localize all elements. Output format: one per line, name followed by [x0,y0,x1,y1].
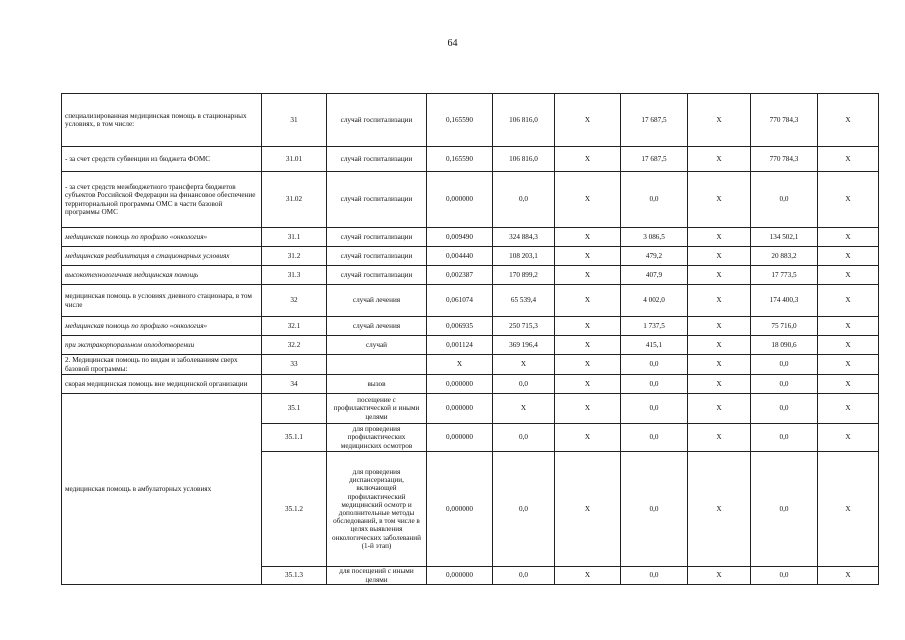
per-capita-budget: Х [555,94,621,147]
cost-oms: 0,0 [751,394,818,424]
per-capita-oms: 0,0 [621,375,688,394]
share-percent: Х [818,336,879,355]
row-code: 33 [262,355,327,375]
unit-of-measure [327,355,427,375]
unit-of-measure: случай лечения [327,317,427,336]
cost-per-unit: 0,0 [493,567,555,585]
row-code: 31.2 [262,247,327,266]
table-row [62,172,879,228]
cost-budget: Х [688,228,751,247]
cost-budget: Х [688,355,751,375]
per-capita-oms: 407,9 [621,266,688,285]
share-percent: Х [818,247,879,266]
cost-oms: 18 090,6 [751,336,818,355]
share-percent: Х [818,567,879,585]
row-description: медицинская помощь в условиях дневного стационара, в том числе [62,285,262,317]
cost-oms: 0,0 [751,172,818,228]
unit-of-measure: посещение с профилактической и иными целями [327,394,427,424]
row-code: 31.3 [262,266,327,285]
per-capita-oms: 4 002,0 [621,285,688,317]
row-code: 31.1 [262,228,327,247]
per-capita-oms: 1 737,5 [621,317,688,336]
table-row [62,375,879,394]
per-capita-budget: Х [555,317,621,336]
row-description: - за счет средств межбюджетного трансферта бюджетов субъектов Российской Федерации на финансовое обеспечение территориальной программы ОМС в части базовой программы ОМС [62,172,262,228]
volume-norm: 0,001124 [427,336,493,355]
unit-of-measure: случай госпитализации [327,247,427,266]
per-capita-budget: Х [555,394,621,424]
cost-oms: 0,0 [751,424,818,452]
page-number: 64 [447,38,458,49]
cost-oms: 0,0 [751,355,818,375]
volume-norm: 0,000000 [427,424,493,452]
volume-norm: 0,061074 [427,285,493,317]
per-capita-budget: Х [555,355,621,375]
per-capita-budget: Х [555,424,621,452]
cost-per-unit: Х [493,394,555,424]
per-capita-oms: 0,0 [621,355,688,375]
unit-of-measure: для проведения диспансеризации, включающей профилактический медицинский осмотр и дополнительные методы обследований, в том числе в целях выявления онкологических заболеваний (1-й этап) [327,452,427,567]
cost-budget: Х [688,452,751,567]
unit-of-measure: для посещений с иными целями [327,567,427,585]
volume-norm: 0,000000 [427,375,493,394]
per-capita-budget: Х [555,147,621,172]
cost-oms: 770 784,3 [751,94,818,147]
row-code: 34 [262,375,327,394]
cost-budget: Х [688,94,751,147]
row-code: 32.1 [262,317,327,336]
row-description: медицинская реабилитация в стационарных условиях [62,247,262,266]
unit-of-measure: случай [327,336,427,355]
cost-per-unit: 0,0 [493,452,555,567]
cost-per-unit: 106 816,0 [493,94,555,147]
cost-per-unit: 65 539,4 [493,285,555,317]
table-row [62,285,879,317]
row-code: 32 [262,285,327,317]
share-percent: Х [818,172,879,228]
row-description: при экстракорпоральном оплодотворении [62,336,262,355]
volume-norm: 0,000000 [427,567,493,585]
per-capita-oms: 0,0 [621,567,688,585]
cost-budget: Х [688,147,751,172]
row-description: скорая медицинская помощь вне медицинской организации [62,375,262,394]
unit-of-measure: случай лечения [327,285,427,317]
share-percent: Х [818,228,879,247]
unit-of-measure: для проведения профилактических медицинских осмотров [327,424,427,452]
table-row [62,228,879,247]
row-description: специализированная медицинская помощь в стационарных условиях, в том числе: [62,94,262,147]
per-capita-oms: 479,2 [621,247,688,266]
volume-norm: 0,000000 [427,452,493,567]
table-row [62,317,879,336]
cost-per-unit: 108 203,1 [493,247,555,266]
volume-norm: 0,000000 [427,172,493,228]
row-code: 31 [262,94,327,147]
norms-table [61,93,879,585]
row-code: 35.1.1 [262,424,327,452]
cost-oms: 17 773,5 [751,266,818,285]
share-percent: Х [818,424,879,452]
unit-of-measure: случай госпитализации [327,172,427,228]
row-code: 35.1 [262,394,327,424]
cost-per-unit: 0,0 [493,424,555,452]
cost-budget: Х [688,375,751,394]
row-code: 32.2 [262,336,327,355]
cost-budget: Х [688,247,751,266]
table-row [62,147,879,172]
cost-per-unit: 369 196,4 [493,336,555,355]
cost-per-unit: 0,0 [493,172,555,228]
per-capita-oms: 3 086,5 [621,228,688,247]
table-row [62,94,879,147]
cost-oms: 0,0 [751,567,818,585]
table-row [62,266,879,285]
share-percent: Х [818,94,879,147]
cost-per-unit: 0,0 [493,375,555,394]
row-code: 35.1.2 [262,452,327,567]
cost-budget: Х [688,394,751,424]
cost-oms: 174 400,3 [751,285,818,317]
share-percent: Х [818,266,879,285]
per-capita-oms: 0,0 [621,424,688,452]
per-capita-budget: Х [555,247,621,266]
cost-oms: 770 784,3 [751,147,818,172]
cost-oms: 134 502,1 [751,228,818,247]
row-description: высокотехнологичная медицинская помощь [62,266,262,285]
cost-budget: Х [688,317,751,336]
cost-budget: Х [688,172,751,228]
share-percent: Х [818,147,879,172]
per-capita-budget: Х [555,285,621,317]
share-percent: Х [818,394,879,424]
row-description: медицинская помощь по профилю «онкология» [62,228,262,247]
per-capita-oms: 17 687,5 [621,94,688,147]
cost-per-unit: 106 816,0 [493,147,555,172]
cost-per-unit: 324 884,3 [493,228,555,247]
per-capita-budget: Х [555,567,621,585]
unit-of-measure: случай госпитализации [327,147,427,172]
cost-budget: Х [688,285,751,317]
row-code: 31.02 [262,172,327,228]
per-capita-oms: 415,1 [621,336,688,355]
unit-of-measure: случай госпитализации [327,266,427,285]
volume-norm: 0,165590 [427,147,493,172]
per-capita-oms: 17 687,5 [621,147,688,172]
share-percent: Х [818,355,879,375]
row-description: - за счет средств субвенции из бюджета ФОМС [62,147,262,172]
per-capita-budget: Х [555,266,621,285]
cost-per-unit: Х [493,355,555,375]
cost-oms: 75 716,0 [751,317,818,336]
cost-oms: 0,0 [751,375,818,394]
cost-budget: Х [688,424,751,452]
volume-norm: 0,004440 [427,247,493,266]
row-description: 2. Медицинская помощь по видам и заболеваниям сверх базовой программы: [62,355,262,375]
per-capita-oms: 0,0 [621,452,688,567]
table-row [62,394,879,424]
volume-norm: Х [427,355,493,375]
row-code: 35.1.3 [262,567,327,585]
volume-norm: 0,000000 [427,394,493,424]
table-row [62,355,879,375]
share-percent: Х [818,452,879,567]
per-capita-budget: Х [555,228,621,247]
share-percent: Х [818,317,879,336]
per-capita-budget: Х [555,452,621,567]
per-capita-budget: Х [555,172,621,228]
cost-budget: Х [688,336,751,355]
cost-budget: Х [688,567,751,585]
share-percent: Х [818,285,879,317]
table-row [62,336,879,355]
volume-norm: 0,009490 [427,228,493,247]
share-percent: Х [818,375,879,394]
cost-budget: Х [688,266,751,285]
row-code: 31.01 [262,147,327,172]
cost-per-unit: 250 715,3 [493,317,555,336]
per-capita-oms: 0,0 [621,172,688,228]
table-row [62,247,879,266]
unit-of-measure: случай госпитализации [327,228,427,247]
unit-of-measure: случай госпитализации [327,94,427,147]
volume-norm: 0,165590 [427,94,493,147]
volume-norm: 0,006935 [427,317,493,336]
cost-per-unit: 170 899,2 [493,266,555,285]
per-capita-budget: Х [555,336,621,355]
volume-norm: 0,002387 [427,266,493,285]
per-capita-oms: 0,0 [621,394,688,424]
unit-of-measure: вызов [327,375,427,394]
row-description: медицинская помощь в амбулаторных условиях [62,394,262,585]
cost-oms: 20 883,2 [751,247,818,266]
cost-oms: 0,0 [751,452,818,567]
row-description: медицинская помощь по профилю «онкология» [62,317,262,336]
per-capita-budget: Х [555,375,621,394]
